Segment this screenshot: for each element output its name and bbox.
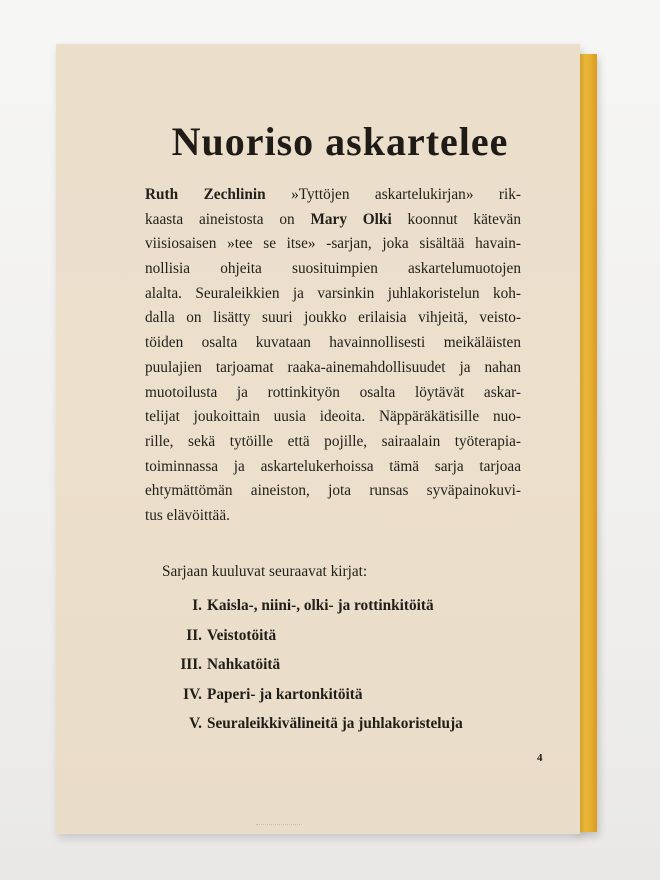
paragraph-text: tus elävöittää.	[145, 506, 230, 524]
paragraph-line	[145, 232, 521, 257]
series-item	[140, 709, 540, 739]
paragraph-text: alalta. Seuraleikkien ja varsinkin juhlakoristelun koh-	[145, 284, 521, 302]
paragraph-line	[145, 257, 521, 282]
paragraph-text: koonnut kätevän	[391, 210, 521, 228]
series-item-number: I.	[192, 597, 202, 614]
series-item-title: Nahkatöitä	[207, 656, 281, 673]
book-series-title: Nuoriso askartelee	[171, 119, 509, 164]
series-item	[140, 650, 540, 680]
paragraph-text: muotoilusta ja rottinkityön osalta löytävät askar-	[145, 383, 521, 401]
series-item-title: Seuraleikkivälineitä ja juhlakoristeluja	[207, 715, 463, 732]
series-item	[140, 680, 540, 710]
paragraph-text: töiden osalta kuvataan havainnollisesti meikäläisten	[145, 334, 521, 352]
paragraph-text: dalla on lisätty suuri joukko erilaisia vihjeitä, veisto-	[145, 309, 521, 327]
series-item-number: IV.	[183, 685, 202, 703]
paragraph-line	[145, 405, 521, 430]
paragraph-line	[145, 306, 521, 331]
paragraph-line	[145, 208, 521, 233]
series-item-title: Veistotöitä	[207, 626, 277, 644]
paragraph-text: kaasta aineistosta on	[145, 210, 311, 228]
series-item-title: Paperi- ja kartonkitöitä	[207, 685, 363, 703]
description-paragraph	[145, 183, 521, 529]
faint-pencil-mark	[256, 816, 302, 825]
bold-name-text: Mary Olki	[310, 210, 392, 228]
paragraph-text: viisiosaisen »tee se itse» -sarjan, joka sisältää havain-	[145, 235, 521, 253]
page-number: 4	[537, 752, 543, 764]
paragraph-text: rille, sekä tytöille että pojille, sairaalain työterapia-	[145, 432, 521, 450]
bold-name-text: Ruth Zechlinin	[145, 186, 266, 203]
series-list	[140, 591, 540, 739]
series-item-title: Kaisla-, niini-, olki- ja rottinkitöitä	[207, 597, 434, 614]
paragraph-line	[145, 479, 521, 504]
paragraph-text: telijat joukoittain uusia ideoita. Näppäräkätisille nuo-	[145, 408, 521, 426]
series-item-number: V.	[189, 715, 202, 732]
paragraph-line	[145, 331, 521, 356]
paragraph-line	[145, 282, 521, 307]
paragraph-text: toiminnassa ja askartelukerhoissa tämä sarja tarjoaa	[145, 457, 521, 475]
paragraph-line	[145, 455, 521, 480]
paragraph-line	[145, 356, 521, 381]
series-intro: Sarjaan kuuluvat seuraavat kirjat:	[162, 563, 368, 580]
paragraph-text: nollisia ohjeita suosituimpien askartelumuotojen	[145, 260, 521, 278]
series-item-number: II.	[186, 626, 202, 644]
paragraph-text: ehtymättömän aineiston, jota runsas syväpainokuvi-	[145, 482, 521, 500]
series-item	[140, 621, 540, 651]
paragraph-text: puulajien tarjoamat raaka-ainemahdollisuudet ja nahan	[145, 358, 521, 376]
paragraph-line	[145, 381, 521, 406]
paragraph-line	[145, 430, 521, 455]
paragraph-line	[145, 504, 521, 529]
series-item-number: III.	[180, 656, 202, 673]
paragraph-line	[145, 183, 521, 208]
paragraph-text: »Tyttöjen askartelukirjan» rik-	[265, 186, 521, 203]
series-item	[140, 591, 540, 621]
